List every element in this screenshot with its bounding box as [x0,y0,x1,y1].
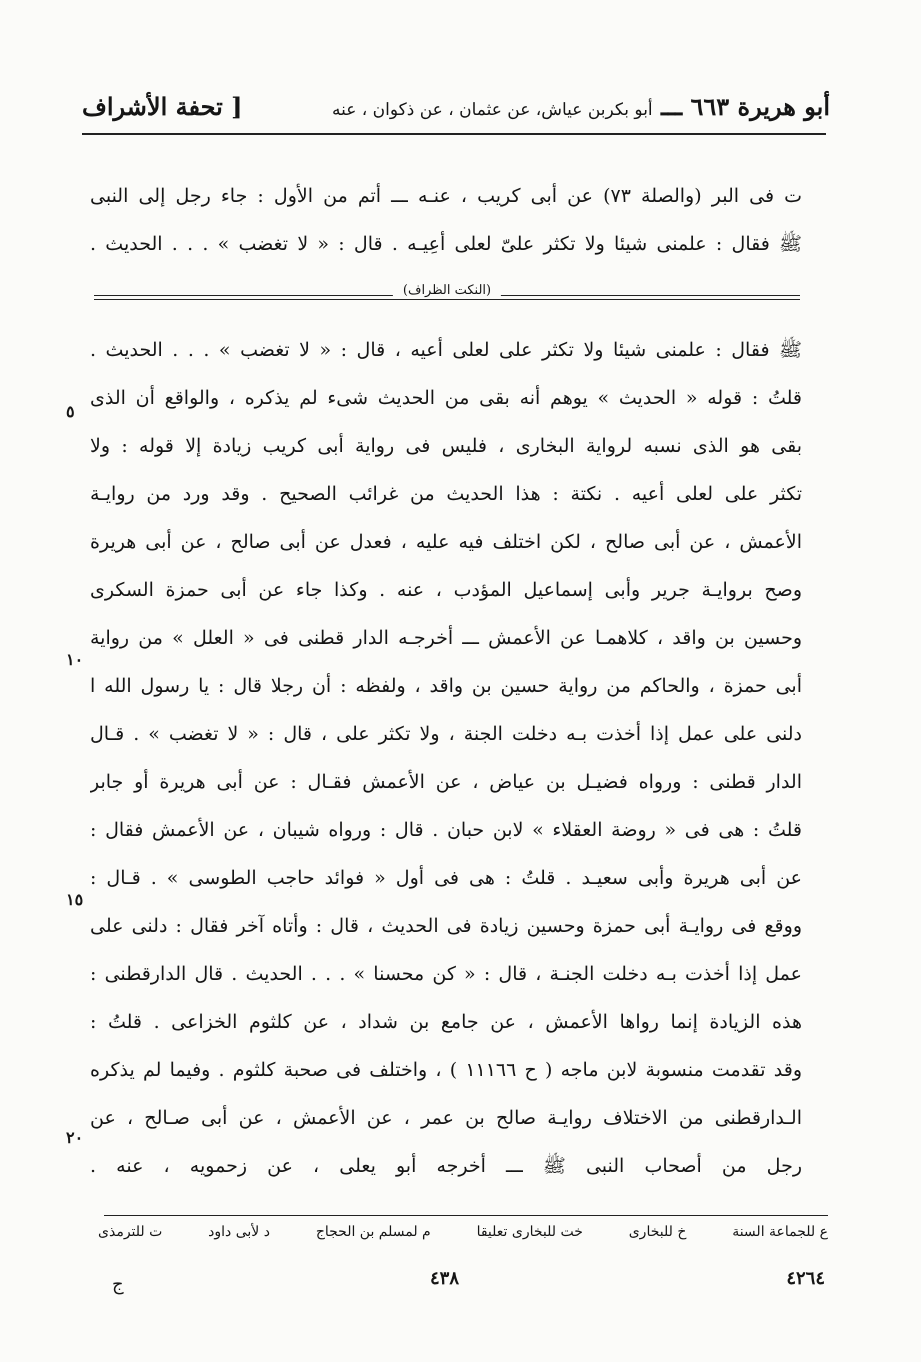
footer-rule [104,1215,828,1216]
abbreviation-item: م لمسلم بن الحجاج [315,1224,431,1240]
running-header [70,86,830,130]
text-line: ﷺ فقال : علمنى شيئا ولا تكثر على لعلى أعيه ، قال : « لا تغضب » . . . الحديث . [90,339,802,361]
abbreviation-item: خ للبخارى [628,1224,687,1240]
header-chapter [332,92,830,121]
header-chain: أبو بكربن عياش، عن عثمان ، عن ذكوان ، عنه [331,100,653,120]
abbreviation-key [98,1224,828,1256]
text-line: وقد تقدمت منسوبة لابن ماجه ( ح ١١١٦٦ ) ، واختلف فى صحبة كلثوم . وفيما لم يذكره [90,1059,802,1081]
text-line: ﷺ فقال : علمنى شيئا ولا تكثر علىّ لعلى أعِيـه . قال : « لا تغضب » . . . الحديث . [90,233,802,255]
line-number: ١٠ [66,650,84,669]
header-rule [82,133,826,135]
abbreviation-item: ت للترمذى [98,1224,163,1240]
text-line: قلتُ : هى فى « روضة العقلاء » لابن حبان . قال : ورواه شيبان ، عن الأعمش فقال : [90,819,802,841]
header-book-title: [ تحفة الأشراف [82,92,243,121]
text-line: تكثر على لعلى أعيه . نكتة : هذا الحديث من غرائب الصحيح . وقد ورد من روايـة [90,483,802,505]
text-line: قلتُ : قوله « الحديث » يوهم أنه بقى من الحديث شىء لم يذكره ، والواقع أن الذى [90,387,802,409]
text-line: بقى هو الذى نسبه لرواية البخارى ، فليس فى رواية أبى كريب زيادة إلا قوله : ولا [90,435,802,457]
page-number: ٤٣٨ [430,1268,460,1289]
text-line: رجل من أصحاب النبى ﷺ ـــ أخرجه أبو يعلى ، عن زحمويه ، عنه . [90,1155,802,1177]
divider-label: (النكت الظراف) [393,283,501,298]
text-line: وصح بروايـة جرير وأبى إسماعيل المؤدب ، عنه . وكذا جاء عن أبى حمزة السكرى [90,579,802,601]
text-line: دلنى على عمل إذا أخذت بـه دخلت الجنة ، ولا تكثر على ، قال : « لا تغضب » . قـال [90,723,802,745]
text-line: الدار قطنى : ورواه فضيـل بن عياض ، عن الأعمش فقـال : عن أبى هريرة أو جابر [90,771,802,793]
hadith-number: ٤٢٦٤ [786,1268,825,1289]
abbreviation-item: خت للبخارى تعليقا [476,1224,583,1240]
section-divider [94,283,800,311]
text-line: هذه الزيادة إنما رواها الأعمش ، عن جامع بن شداد ، عن كلثوم الخزاعى . قلتُ : [90,1011,802,1033]
main-text-block [90,326,802,1190]
divider-rule [94,299,800,300]
text-line: عن أبى هريرة وأبى سعيـد . قلتُ : هى فى أول « فوائد حاجب الطوسى » . قـال : [90,867,802,889]
line-number: ٥ [66,402,75,421]
text-line: الـدارقطنى من الاختلاف روايـة صالح بن عمر ، عن الأعمش ، عن أبى صـالح ، عن [90,1107,802,1129]
text-line: وحسين بن واقد ، كلاهمـا عن الأعمش ـــ أخرجـه الدار قطنى فى « العلل » من رواية [90,627,802,649]
text-line: ت فى البر (والصلة ٧٣) عن أبى كريب ، عنـه ـــ أتم من الأول : جاء رجل إلى النبى [90,185,802,207]
text-line: الأعمش ، عن أبى صالح ، لكن اختلف فيه عليه ، فعدل عن أبى صالح ، عن أبى هريرة [90,531,802,553]
text-line: عمل إذا أخذت بـه دخلت الجنـة ، قال : « كن محسنا » . . . الحديث . قال الدارقطنى : [90,963,802,985]
line-number: ١٥ [66,890,84,909]
signature-letter: ج [112,1274,124,1295]
abbreviation-item: د لأبى داود [208,1224,270,1240]
top-text-block [90,172,802,268]
line-number: ٢٠ [66,1128,84,1147]
text-line: أبى حمزة ، والحاكم من رواية حسين بن واقد ، ولفظه : أن رجلا قال : يا رسول الله ا [90,675,802,697]
abbreviation-item: ع للجماعة السنة [732,1224,828,1240]
text-line: ووقع فى روايـة أبى حمزة وحسين زيادة فى الحديث ، قال : وأتاه آخر فقال : دلنى على [90,915,802,937]
header-chapter-number: أبو هريرة ٦٦٣ ـــ [661,92,830,121]
